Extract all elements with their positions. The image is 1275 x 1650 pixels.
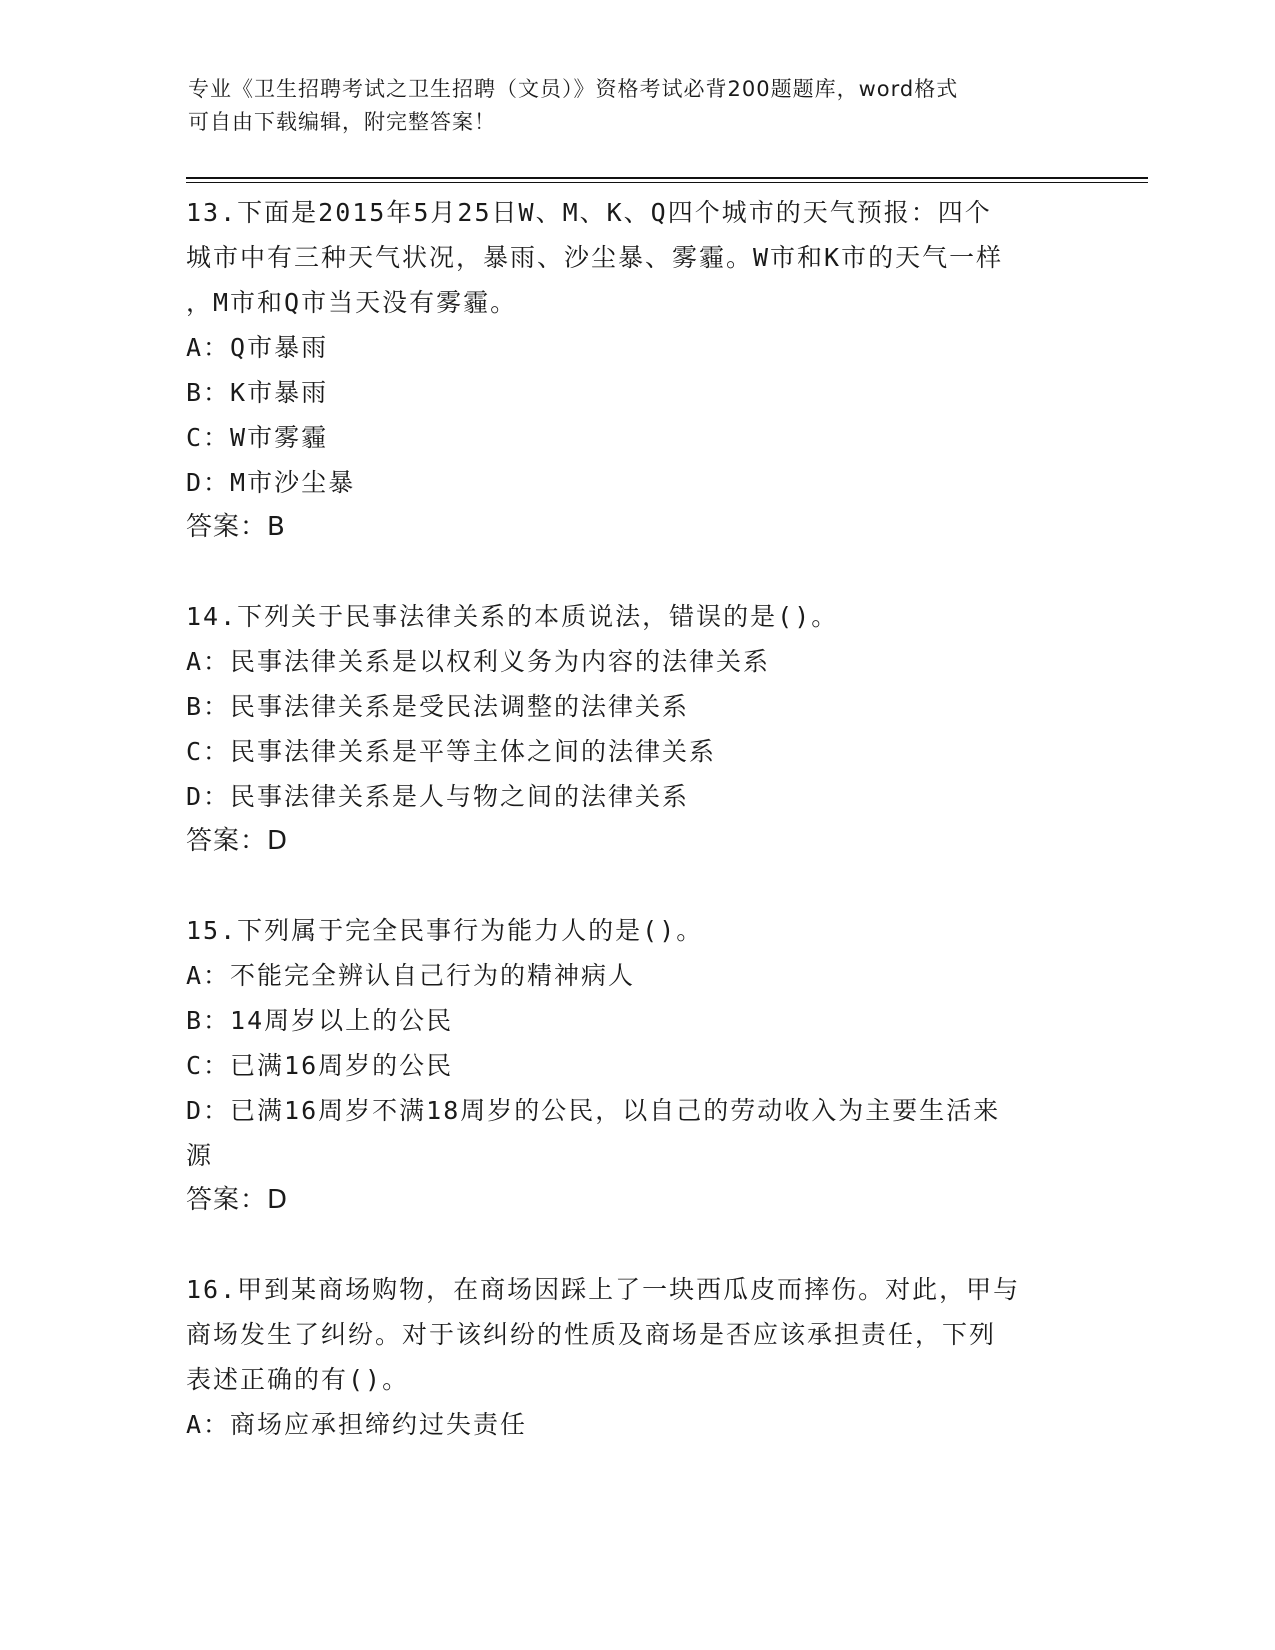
question-stem-line: ，M市和Q市当天没有雾霾。: [186, 288, 518, 317]
option-b: B：14周岁以上的公民: [186, 1006, 454, 1035]
option-a: A：不能完全辨认自己行为的精神病人: [186, 961, 636, 990]
option-d: D：已满16周岁不满18周岁的公民，以自己的劳动收入为主要生活来: [186, 1096, 1001, 1125]
question-stem-line: 15.下列属于完全民事行为能力人的是()。: [186, 916, 704, 945]
question-13: [186, 190, 1086, 550]
header-line-2: 可自由下载编辑，附完整答案！: [188, 110, 496, 134]
option-d: D：M市沙尘暴: [186, 468, 356, 497]
option-c: C：民事法律关系是平等主体之间的法律关系: [186, 737, 717, 766]
question-14: [186, 594, 1086, 864]
option-c: C：W市雾霾: [186, 423, 329, 452]
question-stem-line: 表述正确的有()。: [186, 1365, 410, 1394]
answer-label: 答案：B: [186, 512, 286, 542]
answer-label: 答案：D: [186, 1185, 289, 1215]
option-d-continuation: 源: [186, 1141, 214, 1170]
header-line-1: 专业《卫生招聘考试之卫生招聘（文员）》资格考试必背200题题库，word格式: [188, 77, 959, 101]
document-header: [188, 73, 1068, 139]
option-a: A：民事法律关系是以权利义务为内容的法律关系: [186, 647, 771, 676]
option-d: D：民事法律关系是人与物之间的法律关系: [186, 782, 690, 811]
header-divider-thin: [186, 182, 1148, 183]
option-b: B：K市暴雨: [186, 378, 329, 407]
question-stem-line: 商场发生了纠纷。对于该纠纷的性质及商场是否应该承担责任，下列: [186, 1320, 997, 1349]
question-list: [186, 190, 1086, 1491]
question-15: [186, 908, 1086, 1223]
header-divider-thick: [186, 177, 1148, 179]
question-16: [186, 1267, 1086, 1447]
option-a: A：Q市暴雨: [186, 333, 329, 362]
answer-label: 答案：D: [186, 826, 289, 856]
question-stem-line: 城市中有三种天气状况，暴雨、沙尘暴、雾霾。W市和K市的天气一样: [186, 243, 1004, 272]
question-stem-line: 14.下列关于民事法律关系的本质说法，错误的是()。: [186, 602, 839, 631]
option-a: A：商场应承担缔约过失责任: [186, 1410, 528, 1439]
question-stem-line: 13.下面是2015年5月25日W、M、K、Q四个城市的天气预报：四个: [186, 198, 992, 227]
question-stem-line: 16.甲到某商场购物，在商场因踩上了一块西瓜皮而摔伤。对此，甲与: [186, 1275, 1021, 1304]
option-c: C：已满16周岁的公民: [186, 1051, 454, 1080]
option-b: B：民事法律关系是受民法调整的法律关系: [186, 692, 690, 721]
